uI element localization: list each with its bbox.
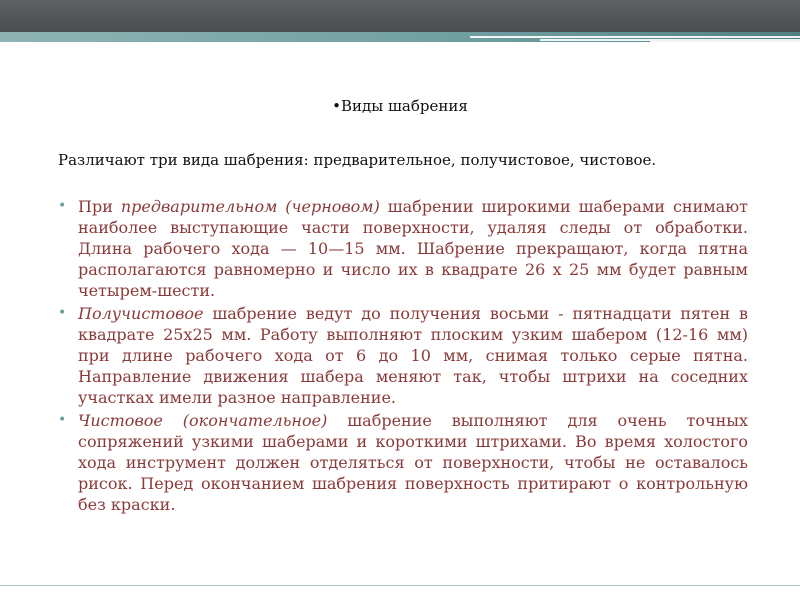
slide-title: •Виды шабрения [332, 97, 468, 115]
bullet-dot-icon: • [58, 412, 67, 428]
bullet-dot-icon: • [58, 198, 67, 214]
bullet-list [56, 196, 748, 517]
bullet-text: шабрении широкими шаберами снимают наиболее выступающие части поверхности, удаляя следы от обработки. Длина рабочего хода — 10—15 мм. Шабрение прекращают, когда пятна располагаются равномерно и число их в квадрате 26 х 25 мм будет равным четырем-шести. [78, 197, 748, 300]
intro-text: Различают три вида шабрения: предварительное, получистовое, чистовое. [58, 151, 657, 169]
bullet-semi-finish [56, 303, 748, 408]
header-dark-band [0, 0, 800, 32]
bullet-emphasis: предварительном (черновом) [120, 197, 380, 216]
header-stripe [650, 41, 800, 43]
bullet-dot-icon: • [58, 305, 67, 321]
bullet-lead: При [78, 197, 121, 216]
bullet-text: шабрение выполняют для очень точных сопряжений узкими шаберами и короткими штрихами. Во время холостого хода инструмент должен отделяться от поверхности, чтобы не оставалось рисок. Перед окончанием шабрения поверхность притирают о контрольную без краски. [78, 411, 749, 514]
bullet-preliminary [56, 196, 748, 301]
footer-divider [0, 585, 800, 586]
bullet-text: шабрение ведут до получения восьми - пятнадцати пятен в квадрате 25х25 мм. Работу выполняют плоским узким шабером (12-16 мм) при длине рабочего хода от 6 до 10 мм, снимая только серые пятна. Направление движения шабера меняют так, чтобы штрихи на соседних участках имели разное направление. [78, 304, 748, 407]
bullet-emphasis: Получистовое [78, 304, 204, 323]
bullet-emphasis: Чистовое (окончательное) [78, 411, 328, 430]
header-stripe [470, 36, 800, 38]
bullet-finish [56, 410, 748, 515]
header-stripes [0, 32, 800, 44]
